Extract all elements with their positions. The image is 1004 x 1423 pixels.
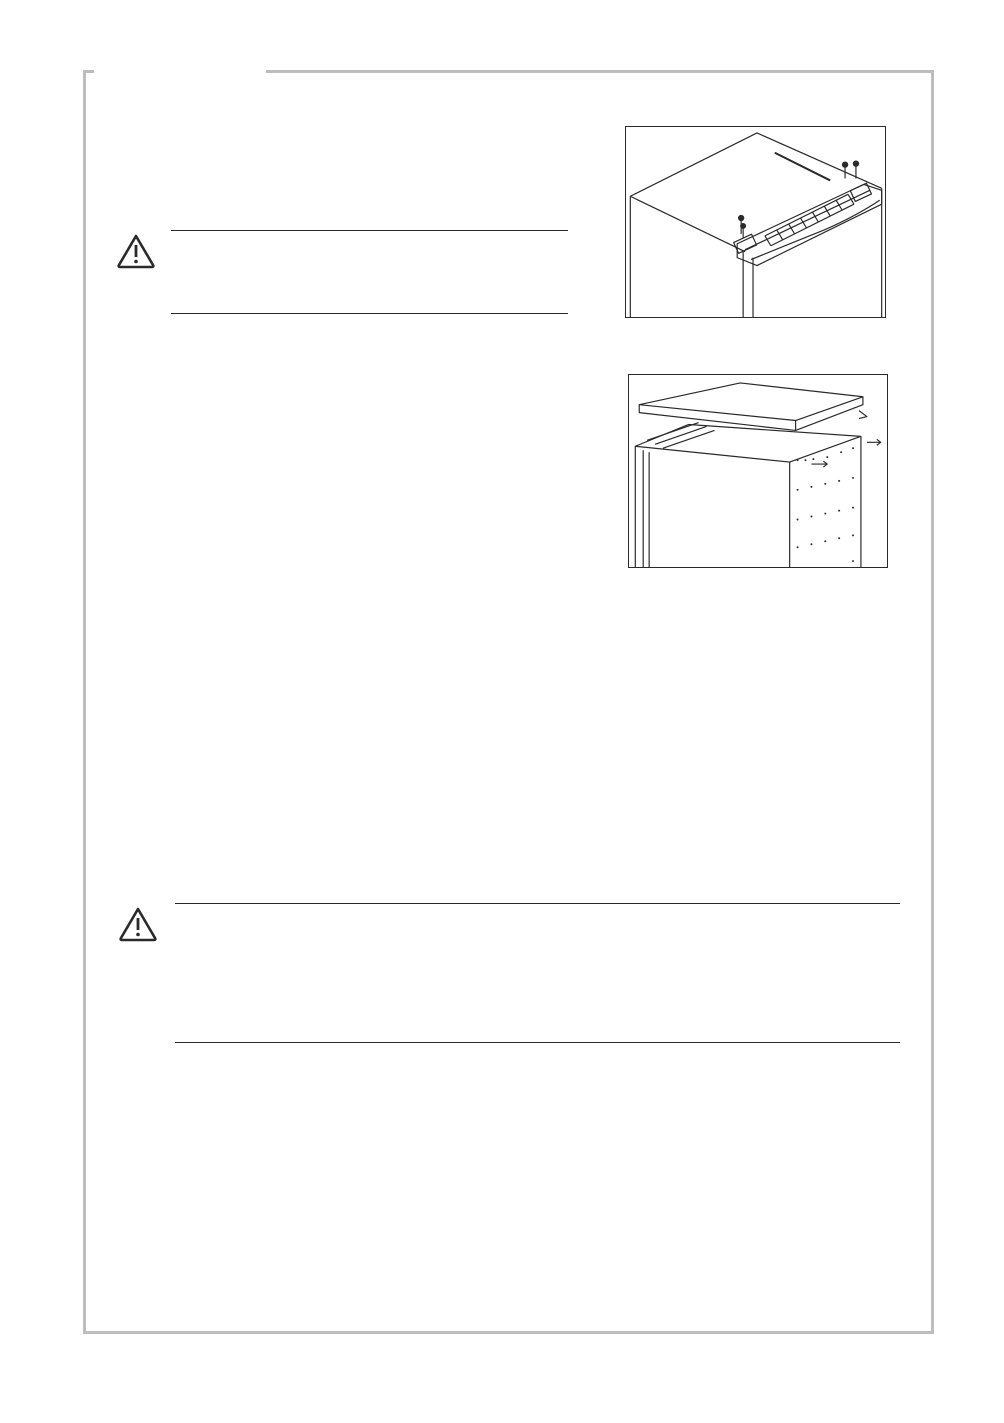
figure-worktop-removal [628, 374, 888, 568]
warning-bottom-rule-wide [175, 1042, 900, 1043]
warning-triangle-icon [116, 233, 156, 269]
figure-top-cover-screws [625, 126, 886, 318]
refrigerator-worktop-lift-illustration [629, 375, 887, 567]
warning-bottom-rule [171, 313, 568, 314]
warning-triangle-icon [118, 906, 158, 942]
warning-top-rule [171, 230, 568, 231]
header-tab [94, 68, 266, 74]
warning-top-rule-wide [175, 903, 900, 904]
refrigerator-top-hinge-cover-illustration [626, 127, 885, 317]
